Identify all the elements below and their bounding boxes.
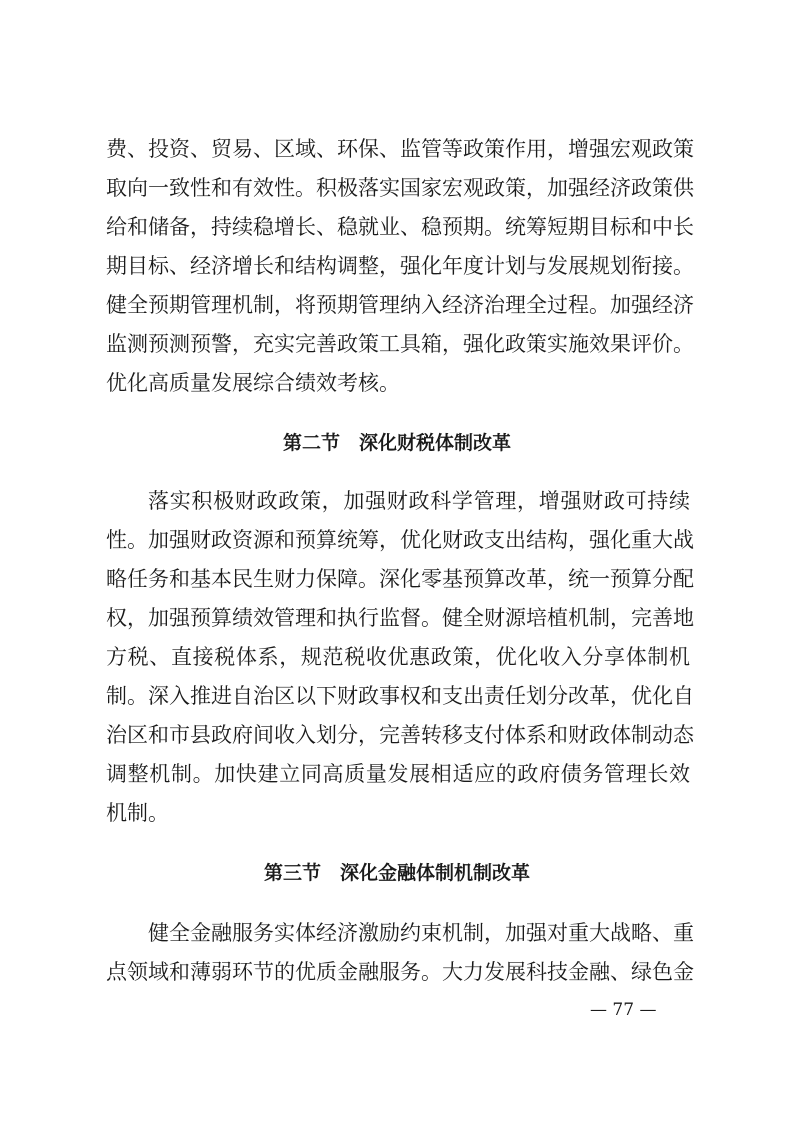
text-line: 治区和市县政府间收入划分，完善转移支付体系和财政体制动态 (106, 723, 694, 747)
text-line: 健全金融服务实体经济激励约束机制，加强对重大战略、重 (148, 921, 694, 945)
section-heading-2: 第二节 深化财税体制改革 (282, 432, 511, 454)
text-line: 调整机制。加快建立同高质量发展相适应的政府债务管理长效 (106, 762, 690, 786)
text-line: 取向一致性和有效性。积极落实国家宏观政策，加强经济政策供 (106, 176, 694, 200)
text-line: 落实积极财政政策，加强财政科学管理，增强财政可持续 (148, 489, 690, 513)
section-heading-3: 第三节 深化金融体制机制改革 (263, 862, 530, 884)
text-line: 期目标、经济增长和结构调整，强化年度计划与发展规划衔接。 (106, 254, 694, 278)
text-line: 健全预期管理机制，将预期管理纳入经济治理全过程。加强经济 (106, 293, 694, 317)
text-line: 制。深入推进自治区以下财政事权和支出责任划分改革，优化自 (106, 684, 694, 708)
text-line: 机制。 (106, 801, 169, 825)
page-number: — 77 — (590, 1000, 657, 1020)
text-line: 略任务和基本民生财力保障。深化零基预算改革，统一预算分配 (106, 567, 694, 591)
text-line: 监测预测预警，充实完善政策工具箱，强化政策实施效果评价。 (106, 332, 694, 356)
text-line: 给和储备，持续稳增长、稳就业、稳预期。统筹短期目标和中长 (106, 215, 694, 239)
text-line: 方税、直接税体系，规范税收优惠政策，优化收入分享体制机 (106, 645, 690, 669)
text-line: 优化高质量发展综合绩效考核。 (106, 371, 400, 395)
text-line: 性。加强财政资源和预算统筹，优化财政支出结构，强化重大战 (106, 528, 694, 552)
text-line: 权，加强预算绩效管理和执行监督。健全财源培植机制，完善地 (106, 606, 694, 630)
text-line: 点领域和薄弱环节的优质金融服务。大力发展科技金融、绿色金 (106, 960, 694, 984)
text-line: 费、投资、贸易、区域、环保、监管等政策作用，增强宏观政策 (106, 137, 694, 161)
